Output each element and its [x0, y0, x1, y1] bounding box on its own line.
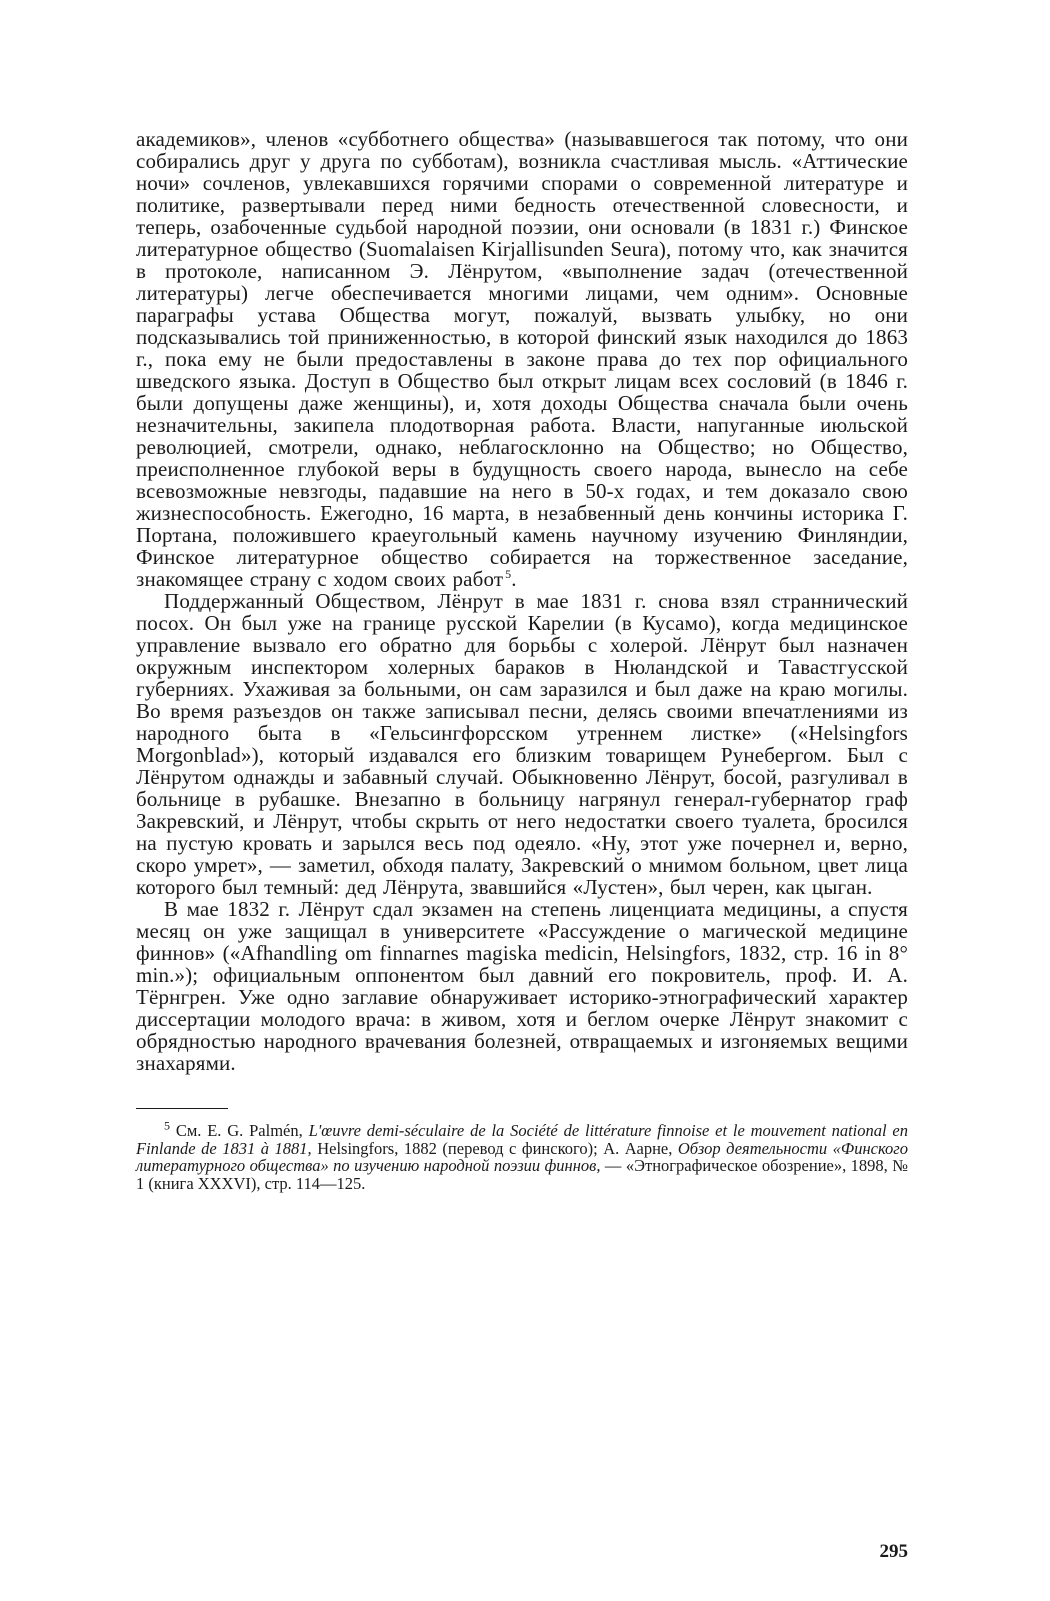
footnote	[136, 1118, 909, 1193]
footnote-number: 5	[164, 1118, 170, 1133]
footnote-title-2: Обзор деятельности «Финского литературного общества» по изучению народной поэзии финнов,	[136, 1138, 908, 1176]
book-page	[136, 127, 909, 1562]
main-text	[136, 128, 908, 1074]
footnote-text-3: — «Этнографическое обозрение», 1898, № 1 (книга XXXVI), стр. 114—125.	[136, 1156, 908, 1193]
footnote-reference: 5	[505, 567, 512, 581]
footnote-divider	[136, 1108, 228, 1109]
footnote-title-1: L'œuvre demi-séculaire de la Société de littérature finnoise et le mouvement national en Finlande de 1831 à 1881,	[136, 1121, 909, 1158]
footnote-text-2: Helsingfors, 1882 (перевод с финского); А. Аарне,	[311, 1138, 678, 1158]
paragraph-1-text: академиков», членов «субботнего общества» (называвшегося так потому, что они собирались друг у друга по субботам), возникла счастливая мысль. «Аттические ночи» сочленов, увлекавшихся горячими спорами о современной литературе и политике, развертывали перед ними бедность отечественной словесности, и теперь, озабоченные судьбой народной поэзии, они основали (в 1831 г.) Финское литературное общество (Suomalaisen Kirjallisunden Seura), потому что, как значится в протоколе, написанном Э. Лёнрутом, «выполнение задач (отечественной литературы) легче обеспечивается многими лицами, чем одним». Основные параграфы устава Общества могут, пожалуй, вызвать улыбку, но они подсказывались той приниженностью, в которой финский язык находился до 1863 г., пока ему не были предоставлены в законе права до тех пор официального шведского языка. Доступ в Общество был открыт лицам всех сословий (в 1846 г. были допущены даже женщины), и, хотя доходы Общества сначала были очень незначительны, закипела плодотворная работа. Власти, напуганные июльской революцией, смотрели, однако, неблагосклонно на Общество; но Общество, преисполненное глубокой веры в будущность своего народа, вынесло на себе всевозможные невзгоды, падавшие на него в 50-х годах, и тем доказало свою жизнеспособность. Ежегодно, 16 марта, в незабвенный день кончины историка Г. Портана, положившего краеугольный камень научному изучению Финляндии, Финское литературное общество собирается на торжественное заседание, знакомящее страну с ходом своих работ	[136, 127, 908, 591]
footnote-text-1: См. E. G. Palmén,	[175, 1121, 309, 1140]
paragraph-1-end: .	[511, 567, 517, 591]
page-number: 295	[879, 1541, 908, 1562]
paragraph-2: Поддержанный Обществом, Лёнрут в мае 1831 г. снова взял страннический посох. Он был уже на границе русской Карелии (в Кусамо), когда медицинское управление вызвало его обратно для борьбы с холерой. Лёнрут был назначен окружным инспектором холерных бараков в Нюландской и Тавастгусской губерниях. Ухаживая за больными, он сам заразился и был даже на краю могилы. Во время разъездов он также записывал песни, делясь своими впечатлениями из народного быта в «Гельсингфорсском утреннем листке» («Helsingfors Morgonblad»), который издавался его близким товарищем Рунебергом. Был с Лёнрутом однажды и забавный случай. Обыкновенно Лёнрут, босой, разгуливал в больнице в рубашке. Внезапно в больницу нагрянул генерал-губернатор граф Закревский, и Лёнрут, чтобы скрыть от него недостатки своего туалета, бросился на пустую кровать и зарылся весь под одеяло. «Ну, этот уже почернел и, верно, скоро умрет», — заметил, обходя палату, Закревский о мнимом больном, цвет лица которого был темный: дед Лёнрута, звавшийся «Лустен», был черен, как цыган.	[136, 589, 908, 899]
paragraph-1	[136, 128, 908, 590]
paragraph-3: В мае 1832 г. Лёнрут сдал экзамен на степень лиценциата медицины, а спустя месяц он уже защищал в университете «Рассуждение о магической медицине финнов» («Afhandling om finnarnes magiska medicin, Helsingfors, 1832, стр. 16 in 8° min.»); официальным оппонентом был давний его покровитель, проф. И. А. Тёрнгрен. Уже одно заглавие обнаруживает историко-этнографический характер диссертации молодого врача: в живом, хотя и беглом очерке Лёнрут знакомит с обрядностью народного врачевания болезней, отвращаемых и изгоняемых вещими знахарями.	[136, 897, 908, 1075]
